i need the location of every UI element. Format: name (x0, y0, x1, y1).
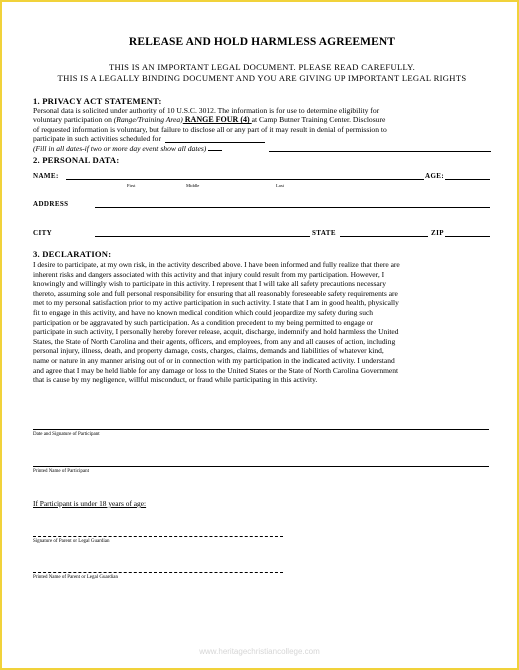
state-label: STATE (312, 229, 336, 237)
first-name-caption: First (127, 183, 136, 188)
declaration-line: that is cause by my negligence, willful misconduct, or fraud while participating in this activity. (33, 375, 318, 385)
declaration-line: name or nature in any manner arising out of or in connection with my participation in the indicated activity. I understand (33, 355, 395, 365)
privacy-line-1: Personal data is solicited under authority of 10 U.S.C. 3012. The information is for use to determine eligibility for (33, 106, 380, 115)
minor-heading: If Participant is under 18 years of age: (33, 499, 147, 508)
participant-printed-name-caption: Printed Name of Participant (33, 469, 89, 474)
guardian-signature-field[interactable] (33, 536, 283, 537)
privacy-statement (33, 106, 489, 153)
address-label: ADDRESS (33, 200, 69, 208)
site-watermark: www.heritagechristiancollege.com (199, 647, 320, 656)
privacy-line-5: (Fill in all dates-if two or more day event show all dates) (33, 144, 489, 153)
declaration-line: knowingly and willingly wish to participate in this activity. I represent that I will take all safety precautions necessary (33, 279, 386, 289)
scheduled-dates-field[interactable] (165, 142, 265, 143)
declaration-line: States, the State of North Carolina and their agents, officers, and employees, from any and all causes of action, including (33, 336, 396, 346)
declaration-line: and agree that I may be held liable for any damage or loss to the United States or the State of North Carolina Government (33, 365, 399, 375)
state-field[interactable] (340, 236, 428, 237)
declaration-line: participation or be aggravated by such participation. As a condition precedent to my being permitted to engage or (33, 317, 373, 327)
range-value[interactable]: RANGE FOUR (4) (182, 115, 252, 125)
participant-signature-field[interactable] (33, 429, 489, 430)
declaration-line: thereto, assuming sole and full personal responsibility for ensuring that all reasonably foreseeable safety requirements are (33, 288, 398, 298)
privacy-line-2: voluntary participation on (Range/Training Area) RANGE FOUR (4) at Camp Butner Training Center. Disclosure (33, 115, 386, 125)
personal-data-heading: 2. PERSONAL DATA: (33, 155, 120, 165)
participant-signature-caption: Date and Signature of Participant (33, 432, 100, 437)
declaration-line: I desire to participate, at my own risk, in the activity described above. I have been informed and fully realize that there are (33, 260, 400, 269)
declaration-line: personal injury, illness, death, and property damage, costs, charges, claims, demands and liabilities of whatever kind, (33, 346, 384, 356)
declaration-line: participate in such activity, I personally hereby forever release, acquit, discharge, indemnify and hold harmless the United (33, 327, 399, 337)
age-label: AGE: (425, 172, 445, 180)
all-dates-field[interactable] (269, 151, 491, 152)
guardian-printed-name-caption: Printed Name of Parent or Legal Guardian (33, 575, 118, 580)
declaration-line: fit to engage in this activity, and have no known medical condition which could jeopardize my safety during such (33, 307, 374, 317)
middle-name-caption: Middle (186, 183, 200, 188)
legal-notice-1: THIS IS AN IMPORTANT LEGAL DOCUMENT. PLEASE READ CAREFULLY. (108, 62, 416, 72)
range-training-area-label: (Range/Training Area) (113, 115, 183, 125)
zip-label: ZIP (431, 229, 444, 237)
address-field[interactable] (95, 207, 490, 208)
legal-notice-2: THIS IS A LEGALLY BINDING DOCUMENT AND YOU ARE GIVING UP IMPORTANT LEGAL RIGHTS (57, 73, 467, 83)
declaration-line: met to my personal satisfaction prior to my active participation in such activity. I state that I am in good health, physically (33, 298, 399, 308)
last-name-caption: Last (276, 183, 284, 188)
declaration-line: inherent risks and dangers associated with this activity and that injury could result from my participation. However, I (33, 269, 385, 279)
declaration-text (33, 260, 489, 385)
agreement-body (33, 2, 491, 662)
city-field[interactable] (95, 236, 310, 237)
guardian-signature-caption: Signature of Parent or Legal Guardian (33, 539, 110, 544)
declaration-heading: 3. DECLARATION: (33, 249, 112, 259)
privacy-line-4: participate in such activities scheduled for (33, 134, 161, 144)
zip-field[interactable] (445, 236, 490, 237)
guardian-printed-name-field[interactable] (33, 572, 283, 573)
name-field[interactable] (66, 179, 424, 180)
privacy-line-3: of requested information is voluntary, but failure to disclose all or any part of it may result in denial of permission to (33, 124, 387, 134)
age-field[interactable] (445, 179, 490, 180)
privacy-heading: 1. PRIVACY ACT STATEMENT: (33, 96, 162, 106)
document-title: RELEASE AND HOLD HARMLESS AGREEMENT (128, 36, 396, 48)
city-label: CITY (33, 229, 53, 237)
participant-printed-name-field[interactable] (33, 466, 489, 467)
name-label: NAME: (33, 172, 59, 180)
